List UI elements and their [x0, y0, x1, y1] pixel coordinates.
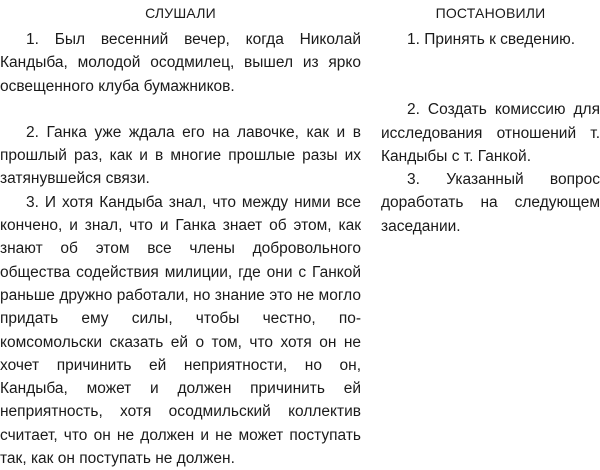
heard-item-3: 3. И хотя Кандыба знал, что между ними все кончено, и знал, что и Ганка знает об этом, как знают об этом все члены добровольного общества содействия милиции, где они с Ганкой раньше дружно работали, но знание это не могло придать ему силы, чтобы честно, по-комсомольски сказать ей о том, что хотя он не хочет причинить ей неприятности, но он, Кандыба, может и должен причинить ей неприятность, хотя осодмильский коллектив считает, что он не должен и не может поступать так, как он поступать не должен. — [0, 193, 361, 468]
resolved-item-1: 1. Принять к сведению. — [407, 31, 576, 48]
resolved-heading: ПОСТАНОВИЛИ — [435, 5, 546, 21]
resolved-column — [381, 4, 600, 238]
heard-heading: СЛУШАЛИ — [145, 5, 216, 21]
heard-item-2: 2. Ганка уже ждала его на лавочке, как и в прошлый раз, как и в многие прошлые разы их затянувшейся связи. — [0, 123, 361, 188]
heard-column — [0, 4, 361, 470]
resolved-item-3: 3. Указанный вопрос доработать на следующем заседании. — [381, 171, 600, 235]
heard-item-1: 1. Был весенний вечер, когда Николай Кандыба, молодой осодмилец, вышел из ярко освещенного клуба бумажников. — [0, 31, 361, 95]
resolved-item-2: 2. Создать комиссию для исследования отношений т. Кандыбы с т. Ганкой. — [381, 101, 600, 165]
